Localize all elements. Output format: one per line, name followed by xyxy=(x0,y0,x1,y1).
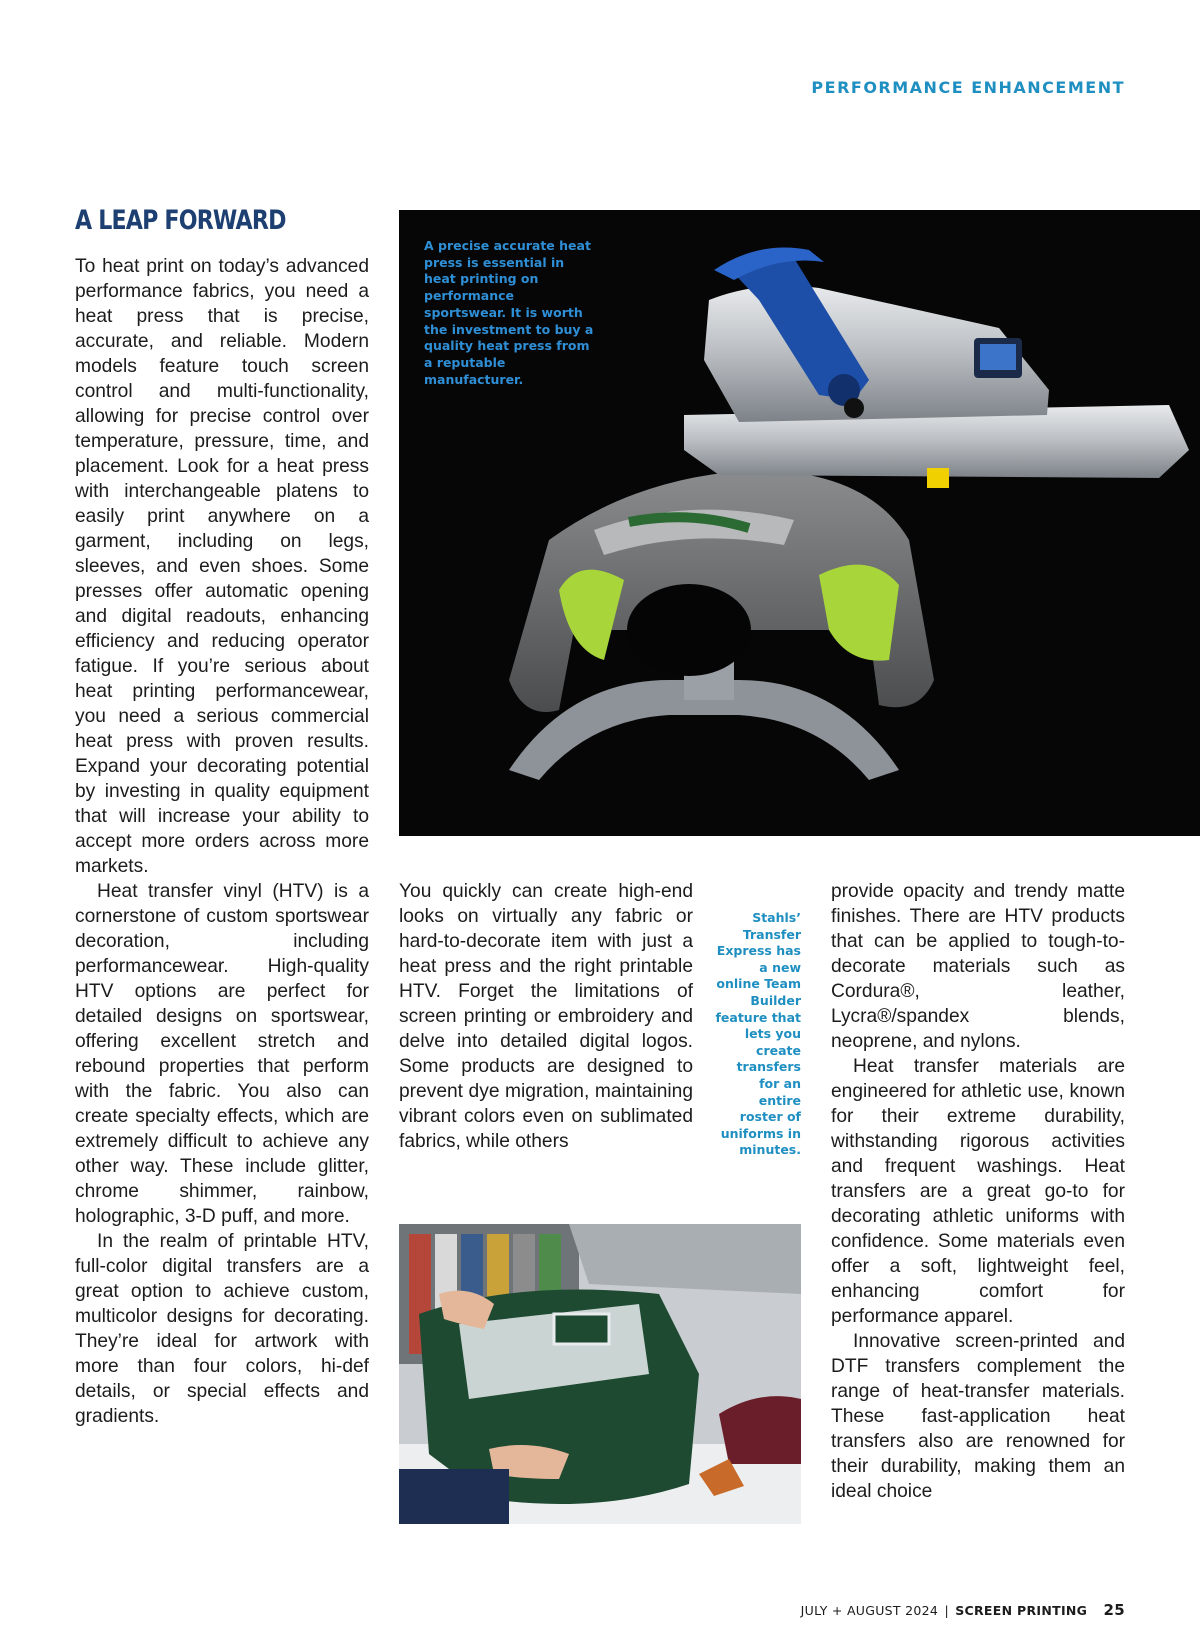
paragraph: provide opacity and trendy matte finishes. There are HTV products that can be applied to tough-to-decorate materials such as Cordura®, leather, Lycra®/spandex blends, neoprene, and nylons. xyxy=(831,881,1125,1052)
page-footer xyxy=(801,1601,1125,1619)
issue-date: JULY + AUGUST 2024 xyxy=(800,1603,939,1618)
paragraph: Heat transfer vinyl (HTV) is a cornerstone of custom sportswear decoration, including performancewear. High-quality HTV options are perfect for detailed designs on sportswear, offering excellent stretch and rebound properties that perform with the fabric. You also can create specialty effects, which are extremely difficult to achieve any other way. These include glitter, chrome shimmer, rainbow, holographic, 3-D puff, and more. xyxy=(75,881,369,1227)
page-number: 25 xyxy=(1103,1601,1125,1619)
article-left-column xyxy=(75,254,369,1429)
transfer-photo-caption: Stahls’ Transfer Express has a new online Team Builder feature that lets you create transfers for an entire roster of uniforms in minutes. xyxy=(715,910,801,1158)
article-headline: A LEAP FORWARD xyxy=(75,205,286,236)
paragraph: To heat print on today’s advanced performance fabrics, you need a heat press that is precise, accurate, and reliable. Modern models feature touch screen control and multi-functionality, allowing for precise control over temperature, pressure, time, and placement. Look for a heat press with interchangeable platens to easily print anywhere on a garment, including on legs, sleeves, and even shoes. Some presses offer automatic opening and digital readouts, enhancing efficiency and reducing operator fatigue. If you’re serious about heat printing performancewear, you need a serious commercial heat press with proven results. Expand your decorating potential by investing in quality equipment that will increase your ability to accept more orders across more markets. xyxy=(75,256,369,877)
article-right-column xyxy=(831,879,1125,1504)
article-middle-column xyxy=(399,879,693,1154)
paragraph: In the realm of printable HTV, full-color digital transfers are a great option to achieve custom, multicolor designs for decorating. They’re ideal for artwork with more than four colors, hi-def details, or special effects and gradients. xyxy=(75,1231,369,1427)
paragraph: Heat transfer materials are engineered for athletic use, known for their extreme durability, withstanding rigorous activities and frequent washings. Heat transfers are a great go-to for decorating athletic uniforms with confidence. Some materials even offer a soft, lightweight feel, enhancing comfort for performance apparel. xyxy=(831,1056,1125,1327)
footer-separator: | xyxy=(944,1603,949,1618)
heat-press-photo xyxy=(399,210,1200,836)
section-label: PERFORMANCE ENHANCEMENT xyxy=(811,78,1125,97)
transfer-application-illustration xyxy=(399,1224,801,1524)
heat-press-photo-caption: A precise accurate heat press is essential in heat printing on performance sportswear. It is worth the investment to buy a quality heat press from a reputable manufacturer. xyxy=(424,238,594,387)
paragraph: Innovative screen-printed and DTF transfers complement the range of heat-transfer materials. These fast-application heat transfers also are renowned for their durability, making them an ideal choice xyxy=(831,1331,1125,1502)
paragraph: You quickly can create high-end looks on virtually any fabric or hard-to-decorate item with just a heat press and the right printable HTV. Forget the limitations of screen printing or embroidery and delve into detailed digital logos. Some products are designed to prevent dye migration, maintaining vibrant colors even on sublimated fabrics, while others xyxy=(399,881,693,1152)
transfer-photo xyxy=(399,1224,801,1524)
magazine-name: SCREEN PRINTING xyxy=(955,1603,1088,1618)
